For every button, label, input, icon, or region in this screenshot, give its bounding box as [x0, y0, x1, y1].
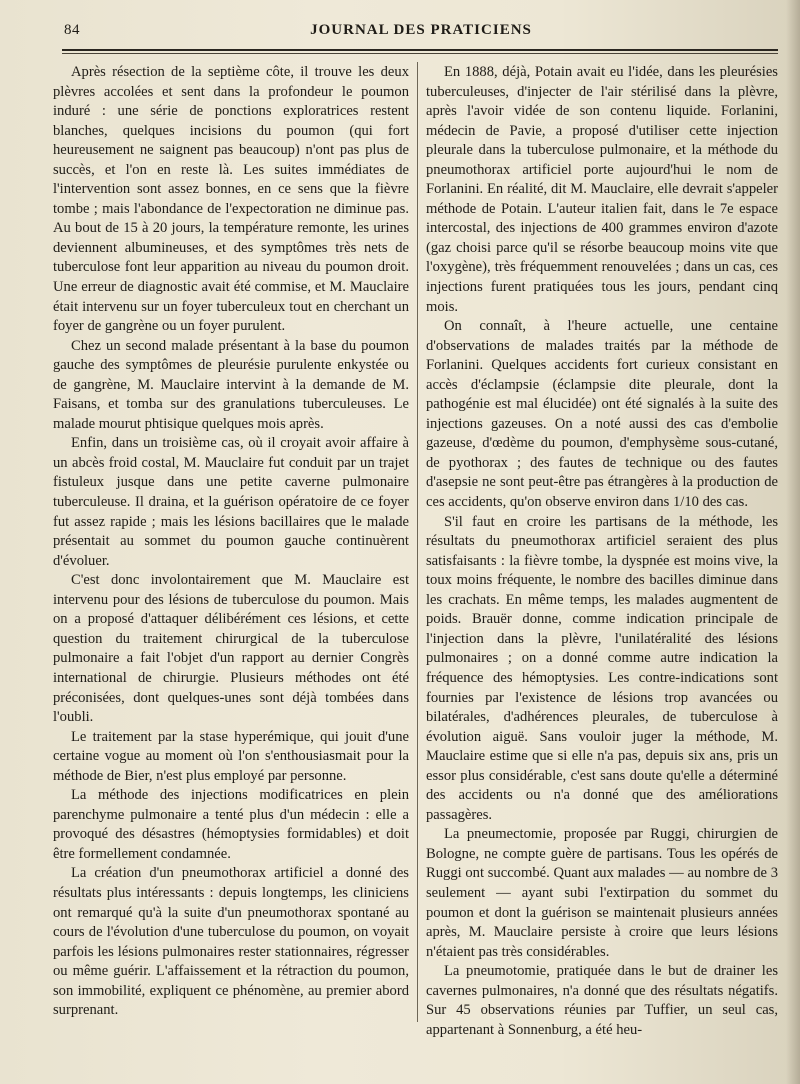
right-column	[426, 63, 778, 1040]
column-divider	[417, 62, 418, 1022]
paragraph: C'est donc involontairement que M. Mauclaire est intervenu pour des lésions de tuberculose du poumon. Mais on a proposé d'attaquer délibérément ces lésions, et cette question du traitement chirurgical de la tuberculose pulmonaire a fait l'objet d'un rapport au dernier Congrès international de chirurgie. Plusieurs méthodes ont été préconisées, dont quelques-unes sont déjà tombées dans l'oubli.	[53, 572, 409, 726]
page-header	[64, 22, 778, 44]
paragraph: Enfin, dans un troisième cas, où il croyait avoir affaire à un abcès froid costal, M. Mauclaire fut conduit par un trajet fistuleux jusque dans une petite caverne pulmonaire tuberculeuse. Il draina, et la guérison opératoire de ce foyer fut assez rapide ; mais les lésions bacillaires que le malade présentait au sommet du poumon gauche continuèrent d'évoluer.	[53, 435, 409, 569]
paragraph: Chez un second malade présentant à la base du poumon gauche des symptômes de pleurésie purulente enkystée ou de gangrène, M. Mauclaire intervint à la demande de M. Faisans, et tomba sur des granulations tuberculeuses. Le malade mourut phtisique quelques mois après.	[53, 337, 409, 432]
paragraph: La méthode des injections modificatrices en plein parenchyme pulmonaire a tenté plus d'un médecin : elle a provoqué des désastres (hémoptysies formidables) et doit être formellement condamnée.	[53, 787, 409, 862]
left-column	[53, 63, 409, 1021]
paragraph: Après résection de la septième côte, il trouve les deux plèvres accolées et sent dans la profondeur le poumon induré : une série de ponctions exploratrices restent blanches, quelques incisions du poumon (qui fort heureusement ne saignent pas beaucoup) n'ont pas plus de succès, et l'on en reste là. Les suites immédiates de l'intervention sont assez bonnes, en ce sens que la fièvre tombe ; mais l'abondance de l'expectoration ne diminue pas. Au bout de 15 à 20 jours, la température remonte, les urines deviennent albumineuses, et des symptômes très nets de tuberculose font leur apparition au niveau du poumon droit. Une erreur de diagnostic avait été commise, et M. Mauclaire était intervenu sur un foyer tuberculeux tout en cherchant un foyer de gangrène ou un foyer purulent.	[53, 64, 409, 335]
paragraph: S'il faut en croire les partisans de la méthode, les résultats du pneumothorax artificiel seraient des plus satisfaisants : la fièvre tombe, la dyspnée est moins vive, la toux moins fréquente, le nombre des bacilles diminue dans les crachats. En même temps, les malades augmentent de poids. Brauër donne, comme indication principale de l'injection dans la plèvre, l'unilatéralité des lésions pulmonaires ; on a donné comme autre indication la fréquence des hémoptysies. Les contre-indications sont fournies par l'existence de lésions trop avancées ou bilatérales, d'adhérences pleurales, de tuberculose à évolution aiguë. Sans vouloir juger la méthode, M. Mauclaire estime que si elle n'a pas, depuis six ans, pris un essor plus considérable, c'est sans doute qu'elle a déterminé des accidents ou n'a donné que des améliorations passagères.	[426, 513, 778, 823]
header-rule	[62, 49, 778, 51]
paragraph: La pneumotomie, pratiquée dans le but de drainer les cavernes pulmonaires, n'a donné que des résultats négatifs. Sur 45 observations réunies par Tuffier, un seul cas, appartenant à Sonnenburg, a été heu-	[426, 963, 778, 1038]
paragraph: En 1888, déjà, Potain avait eu l'idée, dans les pleurésies tuberculeuses, d'injecter de l'air stérilisé dans la plèvre, après l'avoir vidée de son contenu liquide. Forlanini, médecin de Pavie, a proposé d'utiliser cette injection pleurale dans la tuberculose pulmonaire, et la méthode du pneumothorax artificiel porte aujourd'hui le nom de Forlanini. En réalité, dit M. Mauclaire, elle devrait s'appeler méthode de Potain. L'auteur italien fait, dans le 7e espace intercostal, des injections de 400 grammes environ d'azote (gaz choisi parce qu'il se résorbe beaucoup moins vite que l'oxygène), très fréquemment renouvelées ; dans un cas, ces injections furent pratiquées tous les jours, pendant cinq mois.	[426, 64, 778, 315]
running-title: JOURNAL DES PRATICIENS	[310, 22, 532, 38]
header-rule-thin	[62, 53, 778, 54]
page-edge-shadow	[786, 0, 800, 1084]
paragraph: On connaît, à l'heure actuelle, une centaine d'observations de malades traités par la méthode de Forlanini. Quelques accidents fort curieux consistant en accès d'éclampsie (éclampsie dite pleurale, dont la pathogénie est mal élucidée) ont été signalés à la suite des injections gazeuses. On a noté aussi des cas d'embolie gazeuse, d'œdème du poumon, d'emphysème sous-cutané, de pyothorax ; des fautes de technique ou des fautes d'asepsie ne sont peut-être pas étrangères à la production de ces accidents, qu'on observe environ dans 1/10 des cas.	[426, 318, 778, 511]
paragraph: Le traitement par la stase hyperémique, qui jouit d'une certaine vogue au moment où l'on s'enthousiasmait pour la méthode de Bier, n'est plus employé par personne.	[53, 728, 409, 784]
paragraph: La pneumectomie, proposée par Ruggi, chirurgien de Bologne, ne compte guère de partisans. Tous les opérés de Ruggi ont succombé. Quant aux malades — au nombre de 3 seulement — ayant subi l'extirpation du sommet du poumon et dont la guérison se maintenait plusieurs années après, M. Mauclaire persiste à croire que leurs lésions n'étaient pas très considérables.	[426, 826, 778, 960]
paragraph: La création d'un pneumothorax artificiel a donné des résultats plus intéressants : depuis longtemps, les cliniciens ont remarqué qu'à la suite d'un pneumothorax spontané au cours de l'évolution d'une tuberculose du poumon, on voyait parfois les lésions pulmonaires rester stationnaires, régresser ou même guérir. L'affaissement et la rétraction du poumon, son immobilité, expliquent ce phénomène, au premier abord surprenant.	[53, 865, 409, 1019]
page-number: 84	[64, 22, 80, 38]
